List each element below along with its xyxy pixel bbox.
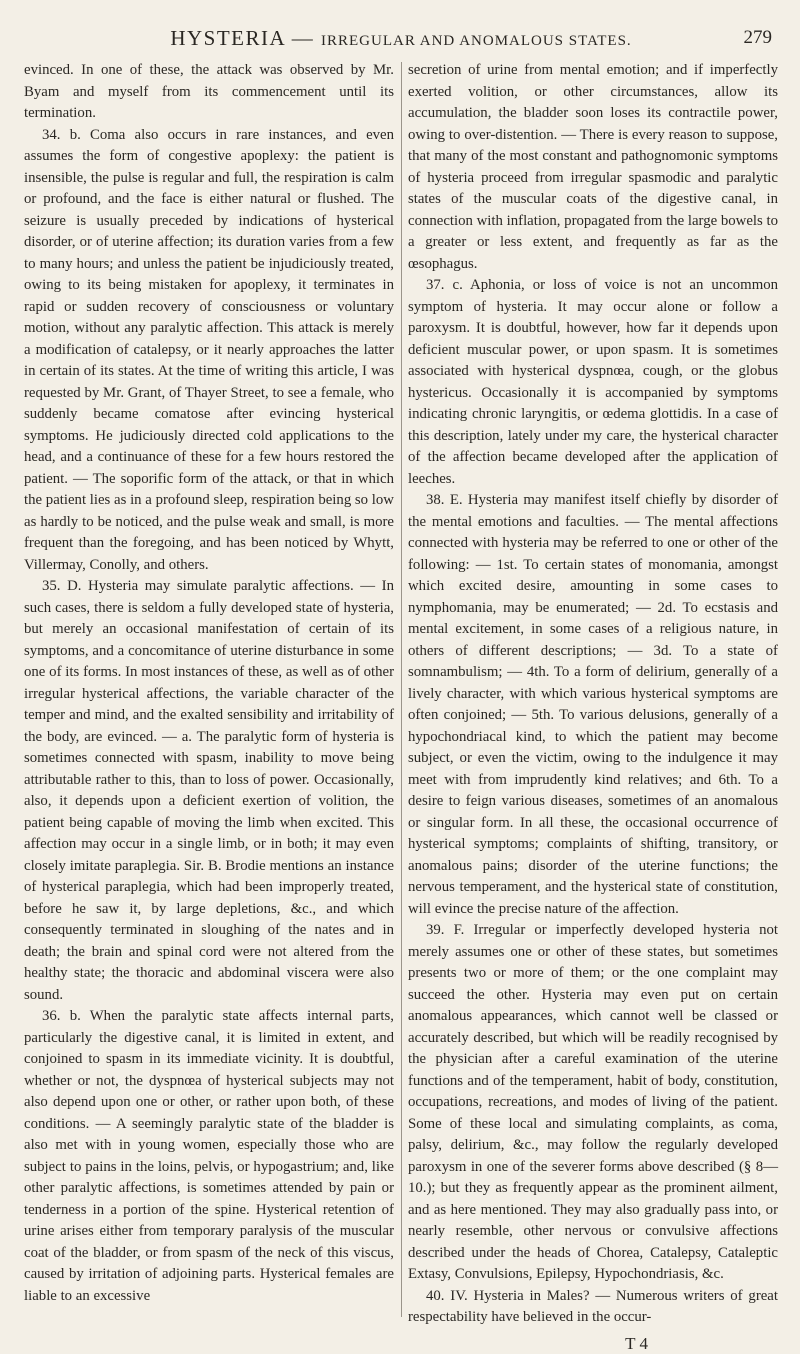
left-column	[24, 60, 394, 1354]
running-title-rest: IRREGULAR AND ANOMALOUS STATES.	[321, 33, 632, 49]
paragraph: evinced. In one of these, the attack was observed by Mr. Byam and myself from its commencement until its termination.	[24, 60, 394, 125]
paragraph: 36. b. When the paralytic state affects internal parts, particularly the digestive canal, it is limited in extent, and conjoined to spasm in its immediate vicinity. It is doubtful, whether or not, the dyspnœa of hysterical subjects may not also depend upon one or other, or rather upon both, of these conditions. — A seemingly paralytic state of the bladder is also met with in young women, especially those who are subject to pains in the loins, pelvis, or hypogastrium; and, like other paralytic affections, is sometimes attended by pain or tenderness in a portion of the spine. Hysterical retention of urine arises either from temporary paralysis of the muscular coat of the bladder, or from spasm of the neck of this viscus, caused by irritation of adjoining parts. Hysterical females are liable to an excessive	[24, 1006, 394, 1307]
paragraph: 40. IV. Hysteria in Males? — Numerous writers of great respectability have believed in the occur-	[408, 1286, 778, 1329]
paragraph: 39. F. Irregular or imperfectly developed hysteria not merely assumes one or other of these states, but sometimes presents two or more of them; or the one complaint may succeed the other. Hysteria may even put on certain anomalous appearances, which cannot well be classed or accurately described, but which will be readily recognised by the physician after a careful examination of the uterine functions and of the temperament, habit of body, constitution, occupations, recreations, and modes of living of the patient. Some of these local and simulating complaints, as coma, palsy, delirium, &c., may follow the regularly developed paroxysm in one of the severer forms above described (§ 8—10.); but they as frequently appear as the prominent ailment, and as here mentioned. They may also gradually pass into, or nearly resemble, other nervous or convulsive affections described under the heads of Chorea, Catalepsy, Cataleptic Extasy, Convulsions, Epilepsy, Hypochondriasis, &c.	[408, 920, 778, 1286]
running-header	[24, 18, 778, 58]
paragraph: 37. c. Aphonia, or loss of voice is not an uncommon symptom of hysteria. It may occur alone or follow a paroxysm. It is doubtful, however, how far it depends upon deficient muscular power, or upon spasm. It is sometimes associated with hysterical dyspnœa, cough, or the globus hystericus. Occasionally it is accompanied by symptoms indicating chronic laryngitis, or œdema glottidis. In a case of this description, lately under my care, the hysterical character of the affection became developed after the application of leeches.	[408, 275, 778, 490]
right-column	[408, 60, 778, 1354]
right-column-paragraphs	[408, 60, 778, 1329]
paragraph: 34. b. Coma also occurs in rare instances, and even assumes the form of congestive apoplexy: the patient is insensible, the pulse is regular and full, the respiration is calm or profound, and the face is either natural or flushed. The seizure is usually preceded by indications of hysterical disorder, or of uterine affection; its duration varies from a few to many hours; and unless the patient be injudiciously treated, owing to its being mistaken for apoplexy, it terminates in rapid or sudden recovery of consciousness or voluntary motion, without any paralytic affection. This attack is merely a modification of catalepsy, or it nearly approaches the latter in certain of its states. At the time of writing this article, I was requested by Mr. Grant, of Thayer Street, to see a female, who suddenly became comatose after evincing hysterical symptoms. He judiciously directed cold applications to the head, and a continuance of these for a few hours restored the patient. — The soporific form of the attack, or that in which the patient lies as in a profound sleep, respiration being so low as hardly to be noticed, and the pulse weak and small, is more frequent than the foregoing, and has been noticed by Whytt, Villermay, Conolly, and others.	[24, 125, 394, 577]
two-column-body	[24, 60, 778, 1354]
paragraph: 38. E. Hysteria may manifest itself chiefly by disorder of the mental emotions and faculties. — The mental affections connected with hysteria may be referred to one or other of the following: — 1st. To certain states of monomania, amongst which excited desire, amounting in some cases to nymphomania, may be enumerated; — 2d. To ecstasis and mental excitement, in some cases of a religious nature, in others of different descriptions; — 3d. To a state of somnambulism; — 4th. To a form of delirium, generally of a lively character, with which various hysterical symptoms are often conjoined; — 5th. To various delusions, generally of a hypochondriacal kind, to which the patient may become subject, or even the victim, owing to the indulgence it may meet with from imprudently kind relatives; and 6th. To a desire to feign various diseases, sometimes of an anomalous or singular form. In all these, the occasional occurrence of hysterical symptoms; complaints of shifting, transitory, or anomalous pains; disorder of the uterine functions; the nervous temperament, and the hysterical state of constitution, will evince the precise nature of the affection.	[408, 490, 778, 920]
signature-mark: T 4	[408, 1333, 778, 1354]
running-title	[170, 26, 631, 50]
column-divider	[401, 62, 402, 1317]
page-number: 279	[744, 18, 773, 58]
running-title-lead: HYSTERIA —	[170, 26, 321, 50]
paragraph: secretion of urine from mental emotion; and if imperfectly exerted volition, or other circumstances, allow its accumulation, the bladder soon loses its contractile power, owing to over-distention. — There is every reason to suppose, that many of the most constant and pathognomonic symptoms of hysteria proceed from irregular spasmodic and paralytic states of the muscular coats of the digestive canal, in connection with inflation, propagated from the large bowels to a greater or less extent, and frequently as far as the œsophagus.	[408, 60, 778, 275]
paragraph: 35. D. Hysteria may simulate paralytic affections. — In such cases, there is seldom a fully developed state of hysteria, but merely an occasional manifestation of certain of its symptoms, and a concomitance of uterine disturbance in some one of its forms. In most instances of these, as well as of other irregular hysterical affections, the variable character of the temper and mind, and the exalted sensibility and irritability of the body, are evinced. — a. The paralytic form of hysteria is sometimes connected with spasm, inability to move being attributable rather to this, than to loss of power. Occasionally, also, it depends upon a deficient exertion of volition, the patient being capable of moving the limb when excited. This affection may occur in a single limb, or in both; it may even closely imitate paraplegia. Sir. B. Brodie mentions an instance of hysterical paraplegia, which had been improperly treated, before he saw it, by large depletions, &c., and which consequently terminated in sloughing of the nates and in death; the brain and spinal cord were not altered from the healthy state; the thoracic and abdominal viscera were also sound.	[24, 576, 394, 1006]
